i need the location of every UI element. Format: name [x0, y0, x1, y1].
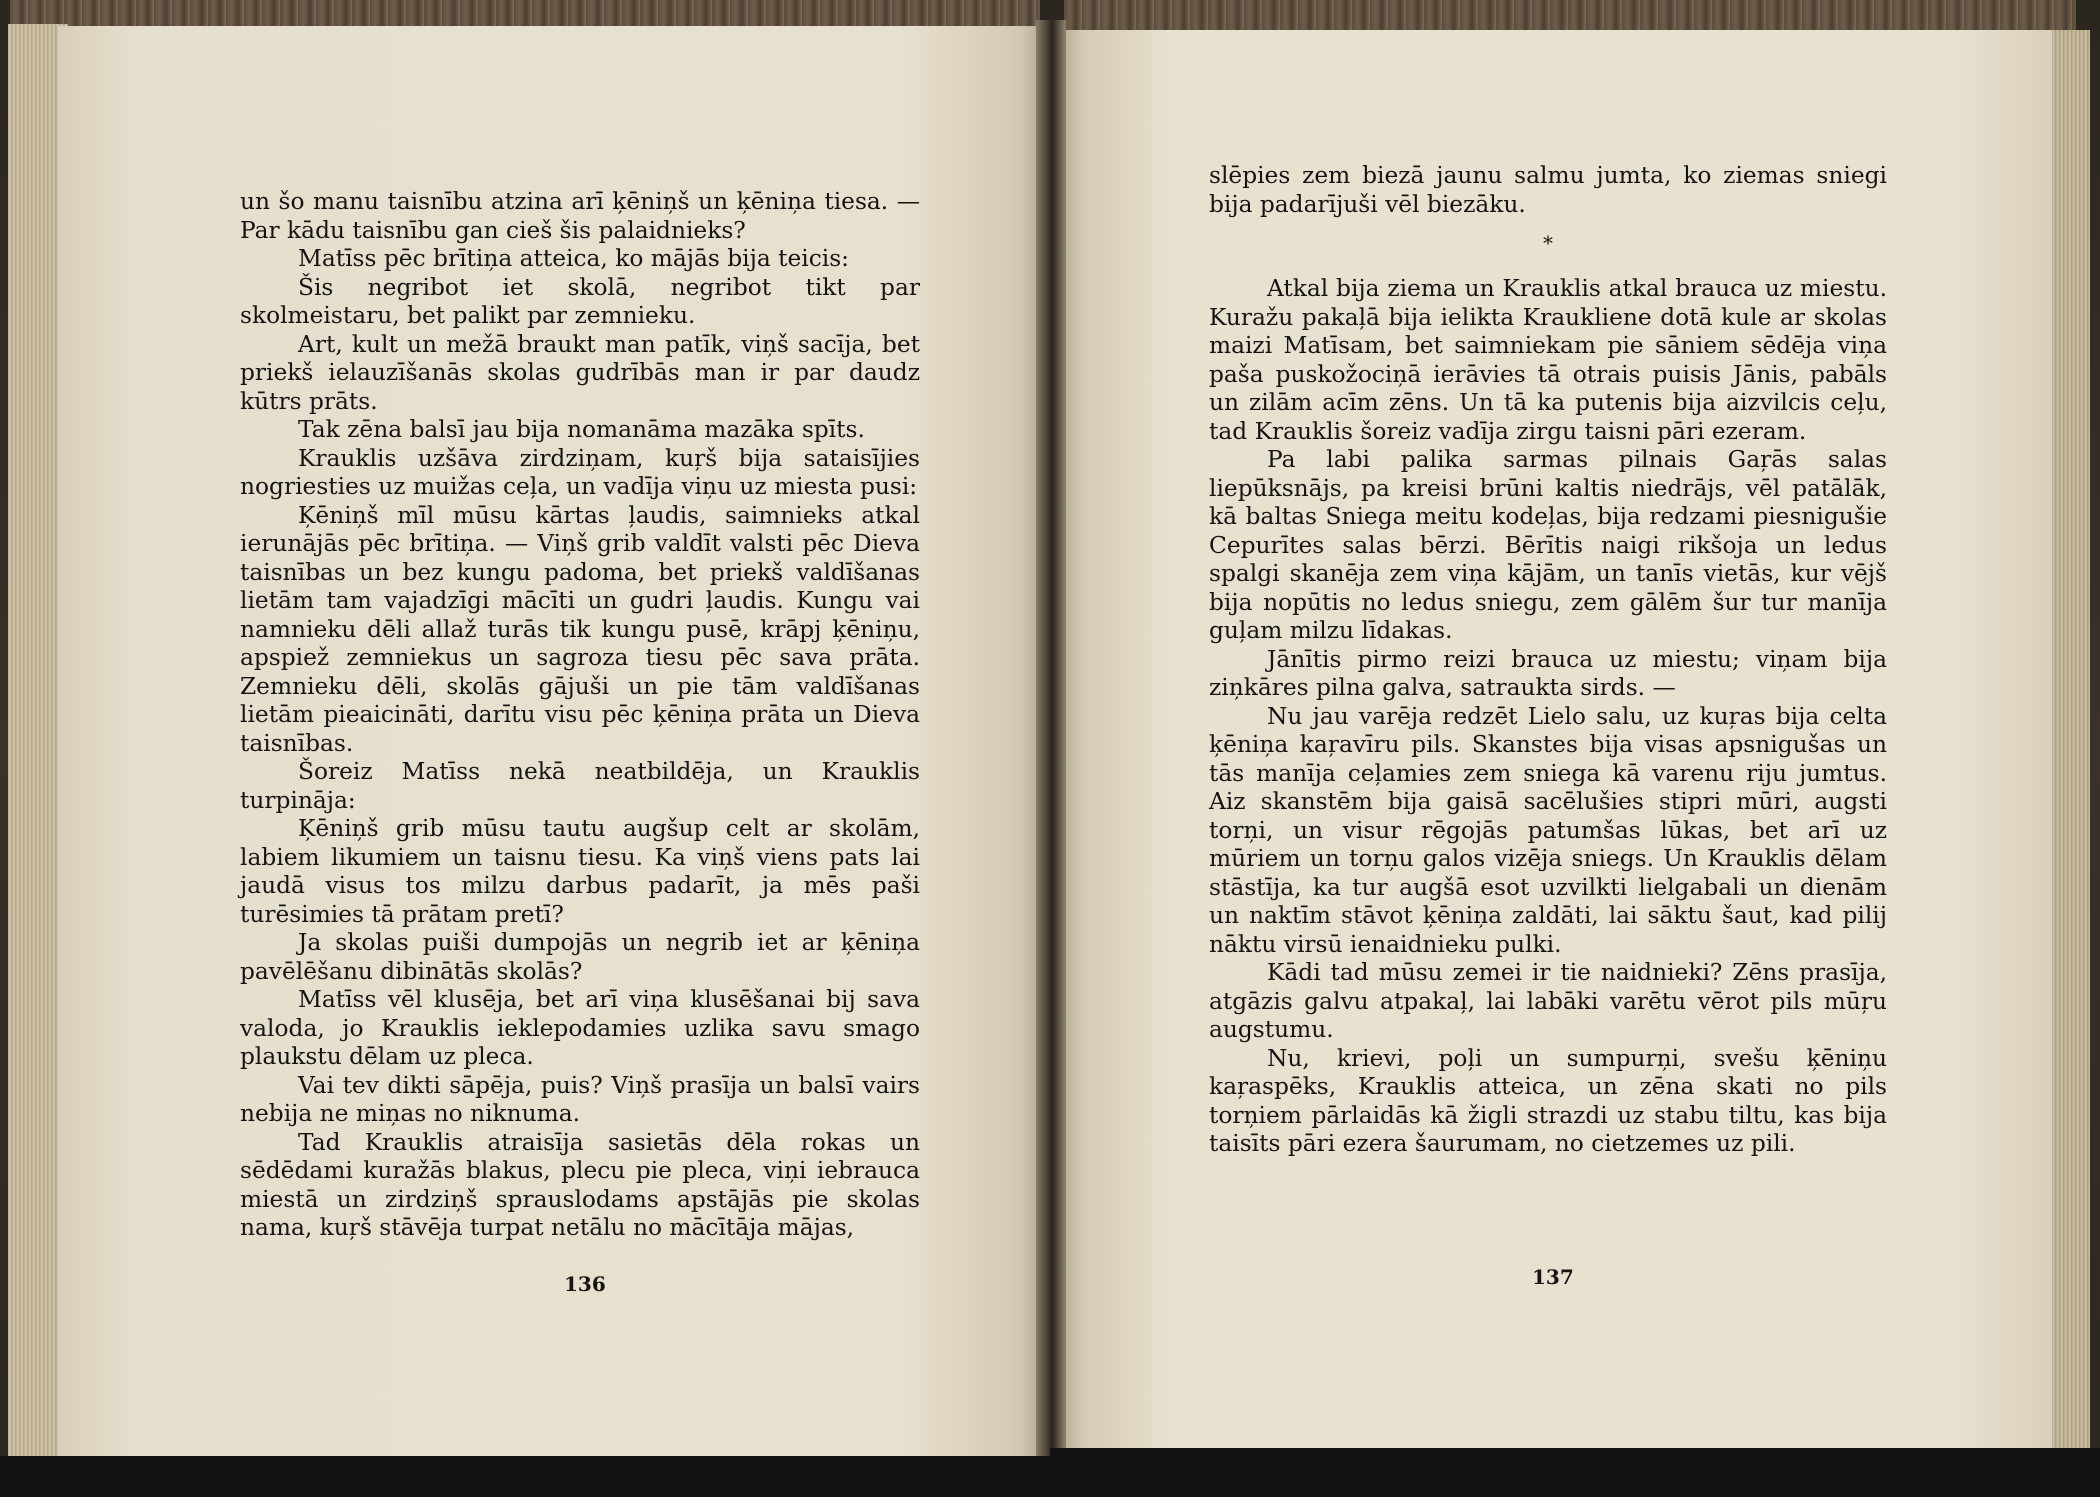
shadow-bottom-left	[0, 1456, 1050, 1497]
paragraph: Kādi tad mūsu zemei ir tie naidnieki? Zēns prasīja, atgāzis galvu atpakaļ, lai labāki varētu vērot pils mūŗu augstumu.	[1209, 959, 1887, 1043]
paragraph: Ķēniņš grib mūsu tautu augšup celt ar skolām, labiem likumiem un taisnu tiesu. Ka viņš viens pats lai jaudā visus tos milzu darbus padarīt, ja mēs paši turēsimies tā prātam pretī?	[240, 815, 920, 928]
paragraph: Tad Krauklis atraisīja sasietās dēla rokas un sēdēdami kuražās blakus, plecu pie pleca, viņi iebrauca miestā un zirdziņš sprauslodams apstājās pie skolas nama, kuŗš stāvēja turpat netālu no mācītāja mājas,	[240, 1128, 920, 1241]
paragraph: Matīss vēl klusēja, bet arī viņa klusēšanai bij sava valoda, jo Krauklis ieklepodamies uzlika savu smago plaukstu dēlam uz pleca.	[240, 986, 920, 1070]
book-gutter	[1036, 20, 1066, 1460]
shadow-bottom-right	[1050, 1448, 2100, 1497]
left-page	[58, 26, 1050, 1456]
paragraph: Nu, krievi, poļi un sumpurņi, svešu ķēniņu kaŗaspēks, Krauklis atteica, un zēna skati no pils torņiem pārlaidās kā žigli strazdi uz stabu tiltu, kas bija taisīts pāri ezera šaurumam, no cietzemes uz pili.	[1209, 1044, 1887, 1157]
left-page-text	[240, 188, 920, 1243]
paragraph: un šo manu taisnību atzina arī ķēniņš un ķēniņa tiesa. — Par kādu taisnību gan cieš šis palaidnieks?	[240, 188, 920, 244]
paragraph: Atkal bija ziema un Krauklis atkal brauca uz miestu. Kuražu pakaļā bija ielikta Kraukliene dotā kule ar skolas maizi Matīsam, bet saimniekam pie sāniem sēdēja viņa paša puskožociņā ierāvies tā otrais puisis Jānis, pabāls un zilām acīm zēns. Un tā ka putenis bija aizvilcis ceļu, tad Krauklis šoreiz vadīja zirgu taisni pāri ezeram.	[1209, 275, 1887, 445]
paragraph: Šoreiz Matīss nekā neatbildēja, un Krauklis turpināja:	[240, 758, 920, 814]
right-page-text	[1209, 162, 1887, 1159]
paragraph: Tak zēna balsī jau bija nomanāma mazāka spīts.	[298, 416, 865, 443]
paragraph: Ja skolas puiši dumpojās un negrib iet ar ķēniņa pavēlēšanu dibinātās skolās?	[240, 929, 920, 985]
headband-right	[1064, 0, 2076, 34]
paragraph: Jānītis pirmo reizi brauca uz miestu; viņam bija ziņkāres pilna galva, satraukta sirds. —	[1209, 645, 1887, 701]
paragraph: Šis negribot iet skolā, negribot tikt par skolmeistaru, bet palikt par zemnieku.	[240, 273, 920, 329]
paragraph: Art, kult un mežā braukt man patīk, viņš sacīja, bet priekš ielauzīšanās skolas gudrībās man ir par daudz kūtrs prāts.	[240, 330, 920, 415]
paragraph: Matīss pēc brītiņa atteica, ko mājās bija teicis:	[298, 245, 850, 272]
paragraph: slēpies zem biezā jaunu salmu jumta, ko ziemas sniegi bija padarījuši vēl biezāku.	[1209, 162, 1887, 218]
paragraph: Nu jau varēja redzēt Lielo salu, uz kuŗas bija celta ķēniņa kaŗavīru pils. Skanstes bija visas apsnigušas un tās manīja ceļamies zem sniega kā varenu riju jumtus. Aiz skanstēm bija gaisā sacēlušies stipri mūri, augsti torņi, un visur rēgojās patumšas lūkas, bet arī uz mūriem un torņu galos vizēja sniegs. Un Krauklis dēlam stāstīja, ka tur augšā esot uzvilkti lielgabali un dienām un naktīm stāvot ķēniņa zaldāti, lai sāktu šaut, kad pilij nāktu virsū ienaidnieku pulki.	[1209, 702, 1887, 958]
paragraph: Ķēniņš mīl mūsu kārtas ļaudis, saimnieks atkal ierunājās pēc brītiņa. — Viņš grib valdīt valsti pēc Dieva taisnības un bez kungu padoma, bet priekš valdīšanas lietām tam vajadzīgi mācīti un gudri ļaudis. Kungu vai namnieku dēli allaž turās tik kungu pusē, krāpj ķēniņu, apspiež zemniekus un sagroza tiesu pēc sava prāta. Zemnieku dēli, skolās gājuši un pie tām valdīšanas lietām pieaicināti, darītu visu pēc ķēniņa prāta un Dieva taisnības.	[240, 501, 920, 757]
right-page	[1052, 30, 2052, 1448]
section-separator: *	[1543, 231, 1553, 255]
paragraph: Krauklis uzšāva zirdziņam, kuŗš bija sataisījies nogriesties uz muižas ceļa, un vadīja viņu uz miesta pusi:	[240, 444, 920, 500]
paragraph: Pa labi palika sarmas pilnais Gaŗās salas liepūksnājs, pa kreisi brūni kaltis niedrājs, vēl patālāk, kā baltas Sniega meitu kodeļas, bija redzami piesnigušie Cepurītes salas bērzi. Bērītis naigi rikšoja un ledus spalgi skanēja zem viņa kājām, un tanīs vietās, kur vējš bija nopūtis no ledus sniegu, zem gālēm šur tur manīja guļam milzu līdakas.	[1209, 446, 1887, 644]
paragraph: Vai tev dikti sāpēja, puis? Viņš prasīja un balsī vairs nebija ne miņas no niknuma.	[240, 1071, 920, 1127]
page-number-left: 136	[564, 1272, 606, 1296]
page-number-right: 137	[1532, 1265, 1574, 1289]
